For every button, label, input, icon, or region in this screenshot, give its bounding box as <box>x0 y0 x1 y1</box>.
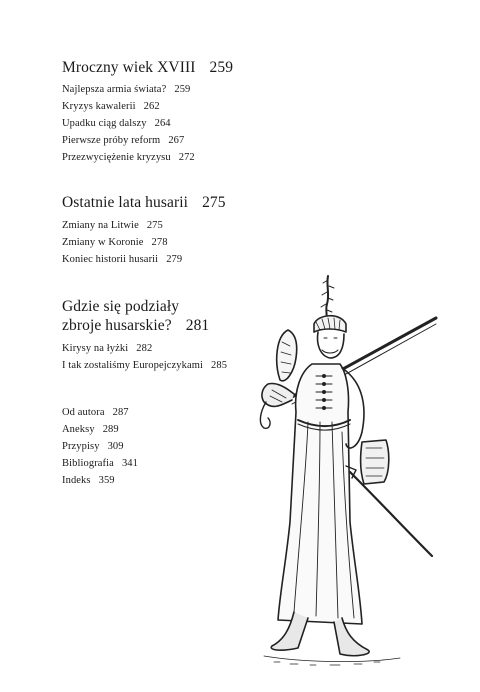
entry-page: 359 <box>98 475 115 486</box>
entry-title: Zmiany w Koronie <box>62 237 144 248</box>
entry-title: Od autora <box>62 407 105 418</box>
section-title-mroczny-wiek <box>62 58 233 77</box>
entry-page: 285 <box>211 360 228 371</box>
toc-entry <box>62 236 168 249</box>
entry-title: I tak zostaliśmy Europejczykami <box>62 360 204 371</box>
back-matter-entry <box>62 423 119 436</box>
toc-entry <box>62 342 152 355</box>
back-matter-entry <box>62 406 129 419</box>
soldier-with-musket-icon <box>250 272 440 672</box>
entry-title: Pierwsze próby reform <box>62 135 161 146</box>
toc-entry <box>62 117 171 130</box>
entry-page: 279 <box>166 254 183 265</box>
entry-title: Indeks <box>62 475 91 486</box>
section-page-number: 259 <box>209 59 234 76</box>
toc-entry <box>62 219 163 232</box>
section-title-line2-row <box>62 316 209 335</box>
entry-title: Kryzys kawalerii <box>62 101 136 112</box>
entry-page: 272 <box>178 152 195 163</box>
entry-title: Aneksy <box>62 424 95 435</box>
entry-page: 309 <box>107 441 124 452</box>
section-title-ostatnie-lata <box>62 193 226 212</box>
section-title-line2: zbroje husarskie? <box>62 317 172 334</box>
entry-page: 282 <box>136 343 153 354</box>
back-matter-entry <box>62 440 124 453</box>
entry-title: Najlepsza armia świata? <box>62 84 167 95</box>
entry-page: 278 <box>151 237 168 248</box>
section-page-number: 275 <box>202 194 226 211</box>
entry-title: Bibliografia <box>62 458 114 469</box>
entry-page: 267 <box>168 135 185 146</box>
entry-title: Upadku ciąg dalszy <box>62 118 147 129</box>
toc-entry <box>62 83 190 96</box>
back-matter-entry <box>62 457 138 470</box>
section-title-text: Mroczny wiek XVIII <box>62 59 196 76</box>
entry-page: 289 <box>102 424 119 435</box>
section-title-gdzie-sie-podzialy <box>62 297 179 316</box>
entry-page: 264 <box>154 118 171 129</box>
entry-page: 275 <box>146 220 163 231</box>
toc-entry <box>62 253 182 266</box>
entry-title: Zmiany na Litwie <box>62 220 139 231</box>
toc-entry <box>62 359 227 372</box>
section-page-number: 281 <box>185 317 210 334</box>
entry-title: Kirysy na łyżki <box>62 343 129 354</box>
toc-entry <box>62 151 195 164</box>
section-title-text: Ostatnie lata husarii <box>62 194 189 211</box>
entry-page: 262 <box>143 101 160 112</box>
entry-page: 341 <box>121 458 138 469</box>
entry-title: Koniec historii husarii <box>62 254 159 265</box>
entry-page: 259 <box>174 84 191 95</box>
entry-title: Przypisy <box>62 441 100 452</box>
entry-title: Przezwyciężenie kryzysu <box>62 152 171 163</box>
entry-page: 287 <box>112 407 129 418</box>
toc-entry <box>62 134 184 147</box>
section-title-line1: Gdzie się podziały <box>62 298 180 315</box>
toc-entry <box>62 100 160 113</box>
back-matter-entry <box>62 474 115 487</box>
